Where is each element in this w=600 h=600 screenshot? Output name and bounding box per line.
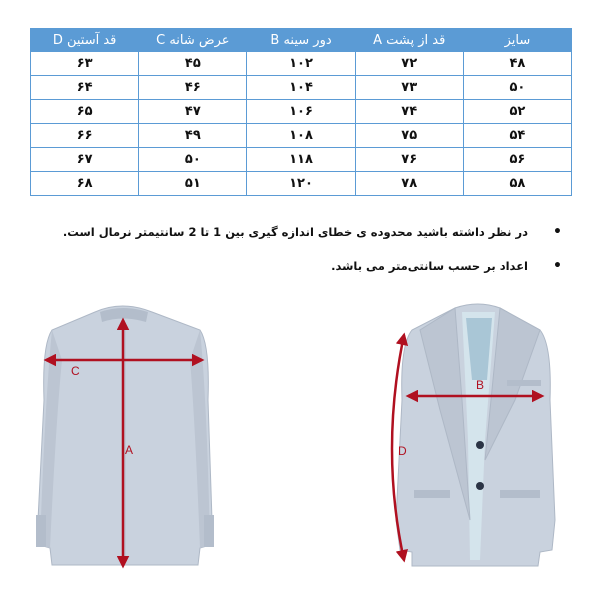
table-cell: ۵۸ [463, 172, 571, 196]
table-cell: ۴۵ [139, 52, 247, 76]
label-a: A [125, 443, 134, 457]
table-cell: ۱۱۸ [247, 148, 355, 172]
note-text: اعداد بر حسب سانتی‌متر می باشد. [331, 259, 528, 273]
table-cell: ۷۸ [355, 172, 463, 196]
bullet-icon: • [553, 258, 562, 274]
jacket-front-image [396, 304, 555, 566]
note-text: در نظر داشته باشید محدوده ی خطای اندازه گیری بین 1 تا 2 سانتیمتر نرمال است. [62, 225, 528, 239]
label-d: D [398, 444, 407, 458]
table-cell: ۶۳ [31, 52, 139, 76]
table-cell: ۷۵ [355, 124, 463, 148]
header-back-length: قد از پشت A [355, 29, 463, 52]
header-shoulder: عرض شانه C [139, 29, 247, 52]
label-c: C [71, 364, 80, 378]
table-cell: ۵۰ [139, 148, 247, 172]
table-cell: ۴۸ [463, 52, 571, 76]
table-cell: ۷۲ [355, 52, 463, 76]
label-b: B [476, 378, 485, 392]
header-sleeve: قد آستین D [31, 29, 139, 52]
table-cell: ۱۲۰ [247, 172, 355, 196]
table-cell: ۶۵ [31, 100, 139, 124]
header-chest: دور سینه B [247, 29, 355, 52]
table-cell: ۶۸ [31, 172, 139, 196]
table-cell: ۱۰۲ [247, 52, 355, 76]
table-cell: ۱۰۸ [247, 124, 355, 148]
table-cell: ۶۷ [31, 148, 139, 172]
jacket-back-image [36, 306, 214, 565]
table-cell: ۶۶ [31, 124, 139, 148]
table-cell: ۶۴ [31, 76, 139, 100]
table-cell: ۱۰۶ [247, 100, 355, 124]
table-cell: ۴۶ [139, 76, 247, 100]
table-cell: ۵۱ [139, 172, 247, 196]
table-cell: ۵۴ [463, 124, 571, 148]
table-cell: ۴۹ [139, 124, 247, 148]
table-cell: ۷۶ [355, 148, 463, 172]
table-cell: ۷۴ [355, 100, 463, 124]
table-cell: ۵۶ [463, 148, 571, 172]
table-cell: ۴۷ [139, 100, 247, 124]
table-cell: ۷۳ [355, 76, 463, 100]
table-cell: ۱۰۴ [247, 76, 355, 100]
bullet-icon: • [553, 224, 562, 240]
header-size: سایز [463, 29, 571, 52]
table-cell: ۵۰ [463, 76, 571, 100]
table-cell: ۵۲ [463, 100, 571, 124]
